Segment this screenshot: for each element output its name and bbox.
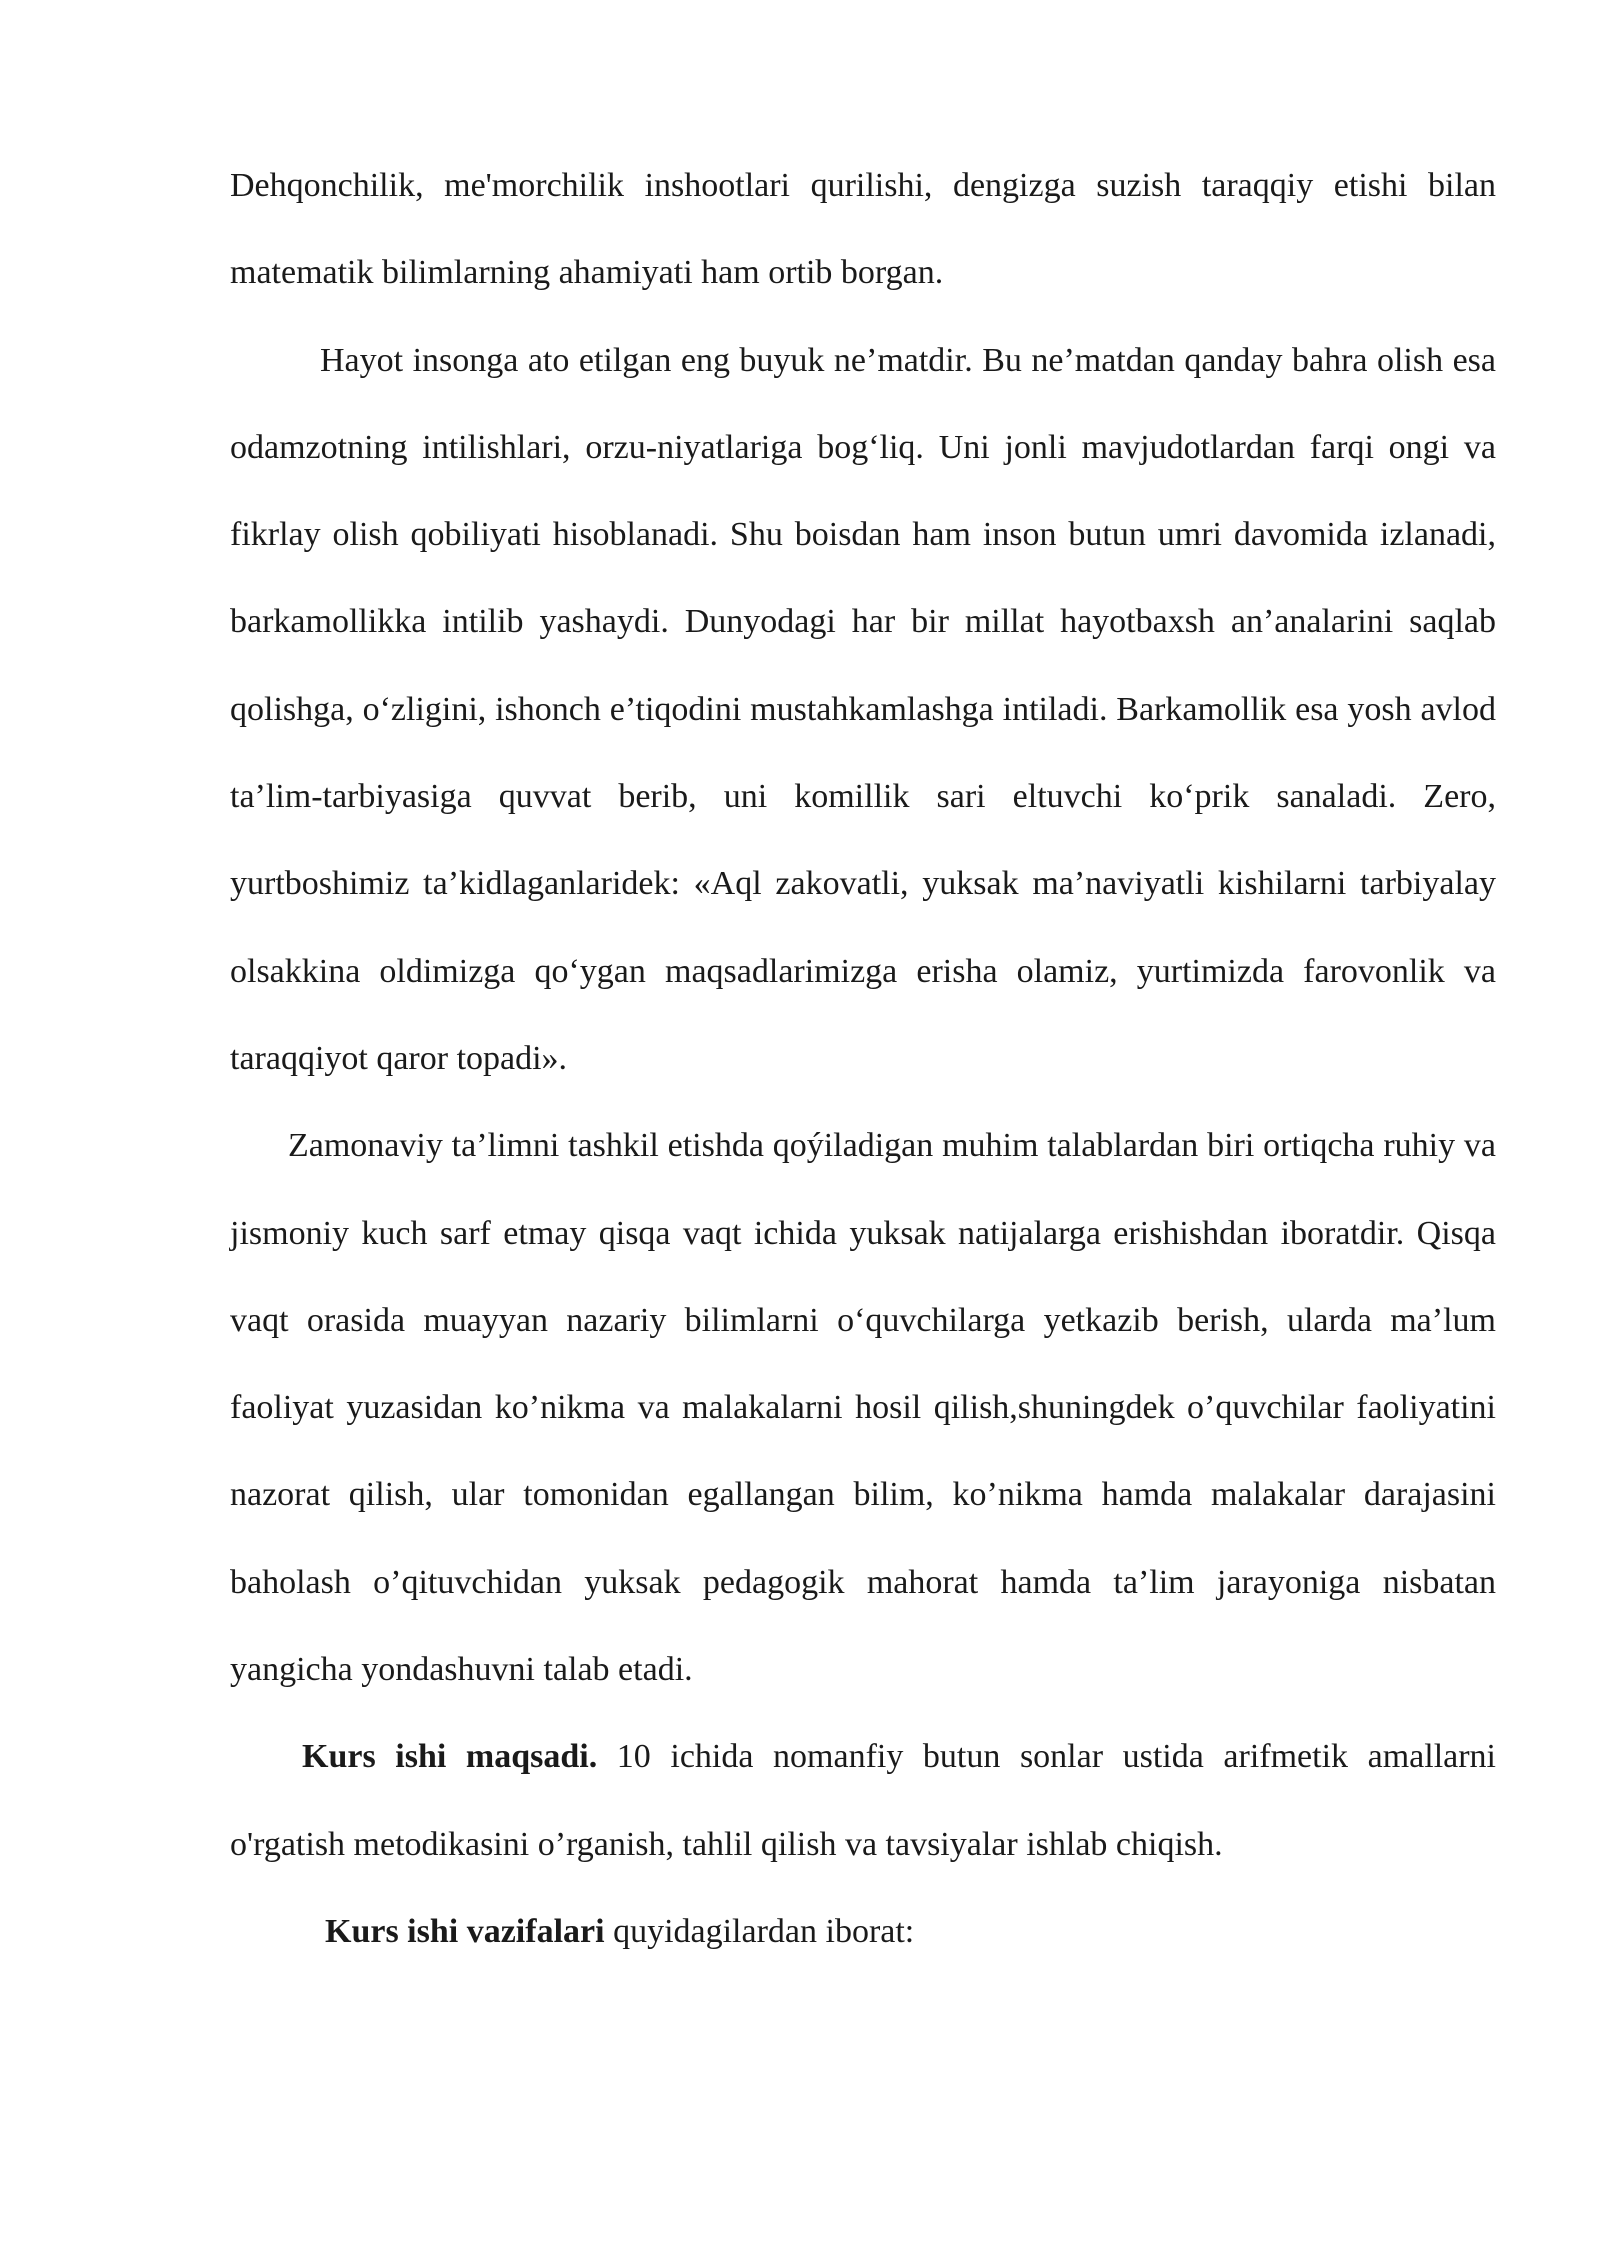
- kurs-vazifalari-heading: Kurs ishi vazifalari: [325, 1912, 605, 1950]
- paragraph-hayot: Hayot insonga ato etilgan eng buyuk ne’matdir. Bu ne’matdan qanday bahra olish esa odamzotning intilishlari, orzu-niyatlariga bog‘liq. Uni jonli mavjudotlardan farqi ongi va fikrlay olish qobiliyati hisoblanadi. Shu boisdan ham inson butun umri davomida izlanadi, barkamollikka intilib yashaydi. Dunyodagi har bir millat hayotbaxsh an’analarini saqlab qolishga, o‘zligini, ishonch e’tiqodini mustahkamlashga intiladi. Barkamollik esa yosh avlod ta’lim-tarbiyasiga quvvat berib, uni komillik sari eltuvchi ko‘prik sanaladi. Zero, yurtboshimiz ta’kidlaganlaridek: «Aql zakovatli, yuksak ma’naviyatli kishilarni tarbiyalay olsakkina oldimizga qo‘ygan maqsadlarimizga erisha olamiz, yurtimizda farovonlik va taraqqiyot qaror topadi».: [230, 341, 1496, 1077]
- paragraph-intro: Dehqonchilik, me'morchilik inshootlari qurilishi, dengizga suzish taraqqiy etishi bilan matematik bilimlarning ahamiyati ham ortib borgan.: [230, 167, 1496, 292]
- paragraph-kurs-maqsadi: [230, 1713, 1496, 1888]
- document-page: [230, 142, 1496, 1975]
- kurs-maqsadi-heading: Kurs ishi maqsadi.: [302, 1738, 598, 1776]
- kurs-maqsadi-text: 10 ichida nomanfiy butun sonlar ustida arifmetik amallarni o'rgatish metodikasini o’rganish, tahlil qilish va tavsiyalar ishlab chiqish.: [230, 1738, 1497, 1863]
- kurs-vazifalari-text: quyidagilardan iborat:: [604, 1912, 915, 1950]
- paragraph-zamonaviy: Zamonaviy ta’limni tashkil etishda qoýiladigan muhim talablardan biri ortiqcha ruhiy va jismoniy kuch sarf etmay qisqa vaqt ichida yuksak natijalarga erishishdan iboratdir. Qisqa vaqt orasida muayyan nazariy bilimlarni o‘quvchilarga yetkazib berish, ularda ma’lum faoliyat yuzasidan ko’nikma va malakalarni hosil qilish,shuningdek o’quvchilar faoliyatini nazorat qilish, ular tomonidan egallangan bilim, ko’nikma hamda malakalar darajasini baholash o’qituvchidan yuksak pedagogik mahorat hamda ta’lim jarayoniga nisbatan yangicha yondashuvni talab etadi.: [230, 1127, 1496, 1689]
- paragraph-kurs-vazifalari: [230, 1888, 1496, 1975]
